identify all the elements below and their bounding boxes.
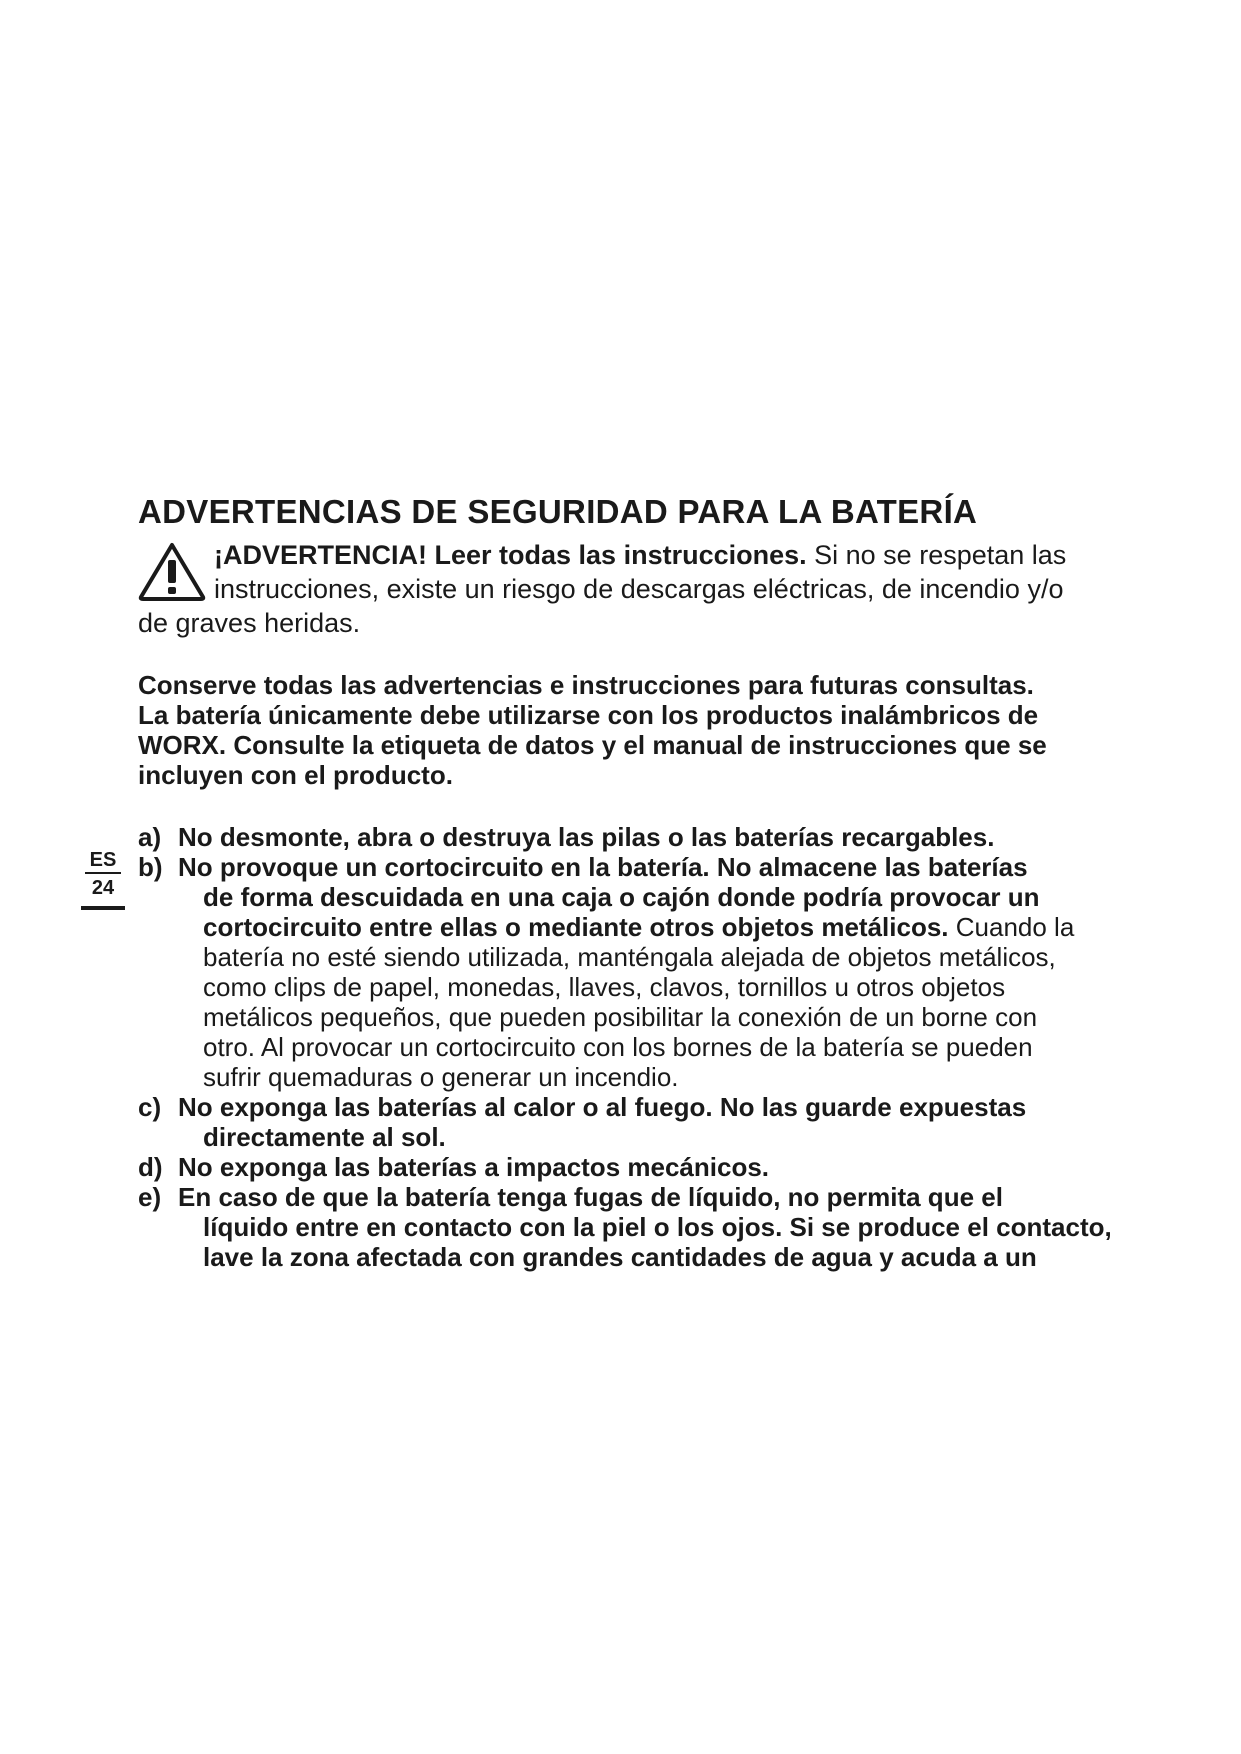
warning-triangle-icon bbox=[138, 542, 206, 602]
normal-text: sufrir quemaduras o generar un incendio. bbox=[203, 1062, 679, 1092]
bold-text: directamente al sol. bbox=[203, 1122, 446, 1152]
normal-text: como clips de papel, monedas, llaves, clavos, tornillos u otros objetos bbox=[203, 972, 1006, 1002]
list-item-line bbox=[178, 1122, 1158, 1152]
warning-line-3: de graves heridas. bbox=[138, 608, 361, 638]
intro-line: Conserve todas las advertencias e instrucciones para futuras consultas. bbox=[138, 670, 1034, 700]
list-item-letter: d) bbox=[138, 1152, 163, 1182]
page-content bbox=[138, 490, 1158, 1272]
list-item-line bbox=[178, 1242, 1158, 1272]
warning-block bbox=[138, 538, 1158, 640]
warning-lead: ¡ADVERTENCIA! Leer todas las instrucciones. bbox=[214, 540, 807, 570]
list-item-line bbox=[178, 1182, 1158, 1212]
bold-text: cortocircuito entre ellas o mediante otros objetos metálicos. bbox=[203, 912, 949, 942]
list-item-letter: a) bbox=[138, 822, 162, 852]
list-item bbox=[138, 1182, 1158, 1272]
page-tab bbox=[80, 848, 126, 910]
tab-bar bbox=[81, 906, 125, 910]
list-item-line bbox=[178, 912, 1158, 942]
list-item-line bbox=[178, 972, 1158, 1002]
list-item-line bbox=[178, 942, 1158, 972]
bold-text: No provoque un cortocircuito en la batería. No almacene las baterías bbox=[178, 852, 1028, 882]
list-item-line bbox=[178, 1152, 1158, 1182]
intro-paragraph bbox=[138, 670, 1158, 790]
safety-list bbox=[138, 822, 1158, 1272]
list-item-letter: b) bbox=[138, 852, 163, 882]
list-item-line bbox=[178, 1092, 1158, 1122]
list-item-letter: c) bbox=[138, 1092, 162, 1122]
bold-text: lave la zona afectada con grandes cantidades de agua y acuda a un bbox=[203, 1242, 1037, 1272]
list-item-line bbox=[178, 1212, 1158, 1242]
page-number: 24 bbox=[85, 872, 121, 900]
normal-text: otro. Al provocar un cortocircuito con los bornes de la batería se pueden bbox=[203, 1032, 1033, 1062]
list-item bbox=[138, 1152, 1158, 1182]
list-item-line bbox=[178, 822, 1158, 852]
bold-text: líquido entre en contacto con la piel o los ojos. Si se produce el contacto, bbox=[203, 1212, 1112, 1242]
language-code: ES bbox=[89, 849, 117, 871]
warning-line-1-rest: Si no se respetan las bbox=[806, 540, 1067, 570]
normal-text: metálicos pequeños, que pueden posibilitar la conexión de un borne con bbox=[203, 1002, 1038, 1032]
intro-line: WORX. Consulte la etiqueta de datos y el manual de instrucciones que se bbox=[138, 730, 1047, 760]
bold-text: No exponga las baterías al calor o al fuego. No las guarde expuestas bbox=[178, 1092, 1027, 1122]
normal-text: Cuando la bbox=[948, 912, 1075, 942]
list-item-line bbox=[178, 882, 1158, 912]
warning-line-1 bbox=[138, 538, 1158, 572]
list-item-line bbox=[178, 852, 1158, 882]
bold-text: No exponga las baterías a impactos mecánicos. bbox=[178, 1152, 770, 1182]
bold-text: En caso de que la batería tenga fugas de líquido, no permita que el bbox=[178, 1182, 1003, 1212]
bold-text: de forma descuidada en una caja o cajón donde podría provocar un bbox=[203, 882, 1040, 912]
list-item-line bbox=[178, 1032, 1158, 1062]
bold-text: No desmonte, abra o destruya las pilas o las baterías recargables. bbox=[178, 822, 995, 852]
section-heading: ADVERTENCIAS DE SEGURIDAD PARA LA BATERÍA bbox=[138, 493, 978, 530]
list-item-line bbox=[178, 1062, 1158, 1092]
list-item bbox=[138, 852, 1158, 1092]
list-item-line bbox=[178, 1002, 1158, 1032]
warning-line-2: instrucciones, existe un riesgo de descargas eléctricas, de incendio y/o bbox=[214, 574, 1064, 604]
intro-line: La batería únicamente debe utilizarse con los productos inalámbricos de bbox=[138, 700, 1039, 730]
normal-text: batería no esté siendo utilizada, manténgala alejada de objetos metálicos, bbox=[203, 942, 1056, 972]
list-item bbox=[138, 822, 1158, 852]
list-item-letter: e) bbox=[138, 1182, 162, 1212]
intro-line: incluyen con el producto. bbox=[138, 760, 453, 790]
list-item bbox=[138, 1092, 1158, 1152]
